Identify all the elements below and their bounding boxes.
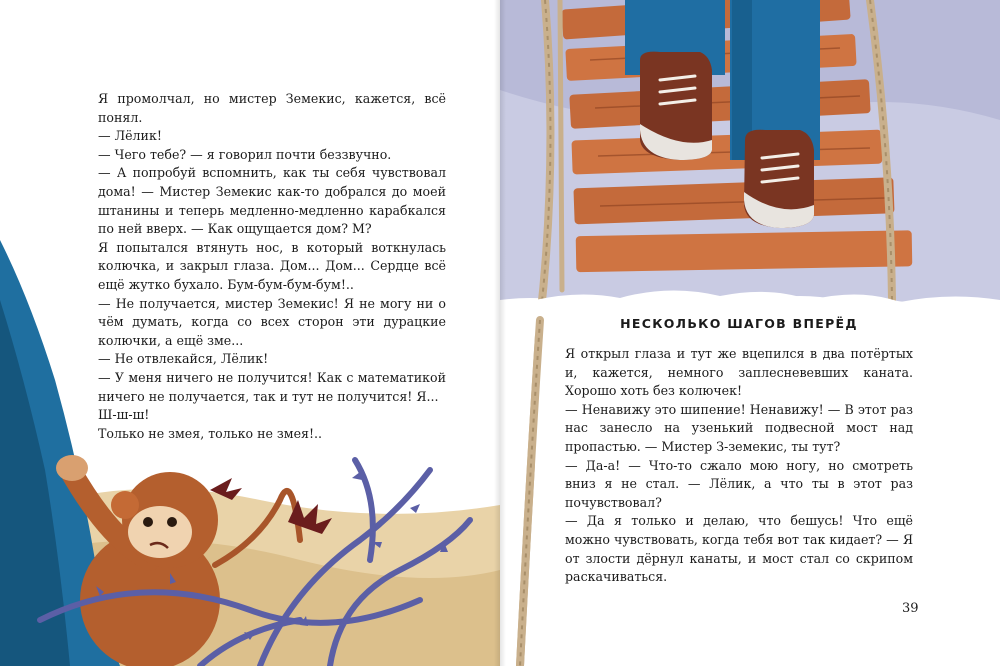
- right-shoe: [744, 130, 814, 228]
- monkey-hand: [56, 455, 88, 481]
- rope-left-inner: [560, 0, 562, 290]
- paragraph: — А попробуй вспомнить, как ты себя чувствовал дома! — Мистер Земекис как-то добрался до моей штанины и теперь медленно-медленно карабкался по ней вверх. — Как ощущается дом? М?: [98, 165, 446, 237]
- left-page-text: [98, 90, 446, 443]
- paragraph: — Не отвлекайся, Лёлик!: [98, 351, 269, 367]
- right-page-text: [565, 345, 913, 587]
- paragraph: Я попытался втянуть нос, в который воткнулась колючка, и закрыл глаза. Дом... Дом... Сердце всё ещё жутко бухало. Бум-бум-бум-бум!..: [98, 239, 446, 292]
- left-shoe: [640, 52, 712, 160]
- paragraph: — Лёлик!: [98, 128, 162, 144]
- paragraph: Только не змея, только не змея!..: [98, 425, 323, 441]
- paragraph: — Не получается, мистер Земекис! Я не могу ни о чём думать, когда со всех сторон эти дурацкие колючки, а ещё зме...: [98, 295, 446, 348]
- monkey-face: [128, 506, 192, 558]
- paragraph: Ш-ш-ш!: [98, 407, 150, 423]
- section-heading: НЕСКОЛЬКО ШАГОВ ВПЕРЁД: [620, 316, 858, 331]
- book-gutter: [494, 0, 506, 666]
- paragraph: — Чего тебе? — я говорил почти беззвучно.: [98, 146, 392, 162]
- paragraph: — У меня ничего не получится! Как с математикой ничего не получается, так и тут не получится! Я...: [98, 369, 446, 404]
- paragraph: Я открыл глаза и тут же вцепился в два потёртых и, кажется, немного заплесневевших каната. Хорошо хоть без колючек!: [565, 346, 913, 399]
- page-number: 39: [902, 601, 919, 616]
- paragraph: — Ненавижу это шипение! Ненавижу! — В этот раз нас занесло на узенький подвесной мост над пропастью. — Мистер З-земекис, ты тут?: [565, 401, 913, 454]
- paragraph: — Да-а! — Что-то сжало мою ногу, но смотреть вниз я не стал. — Лёлик, а что ты в этот раз почувствовал?: [565, 457, 913, 510]
- paragraph: — Да я только и делаю, что бешусь! Что ещё можно чувствовать, когда тебя вот так кидает? — Я от злости дёрнул канаты, и мост стал со скрипом раскачиваться.: [565, 513, 913, 585]
- monkey-eye-left: [143, 517, 153, 527]
- monkey-ear: [111, 491, 139, 519]
- paragraph: Я промолчал, но мистер Земекис, кажется, всё понял.: [98, 91, 446, 125]
- monkey-eye-right: [167, 517, 177, 527]
